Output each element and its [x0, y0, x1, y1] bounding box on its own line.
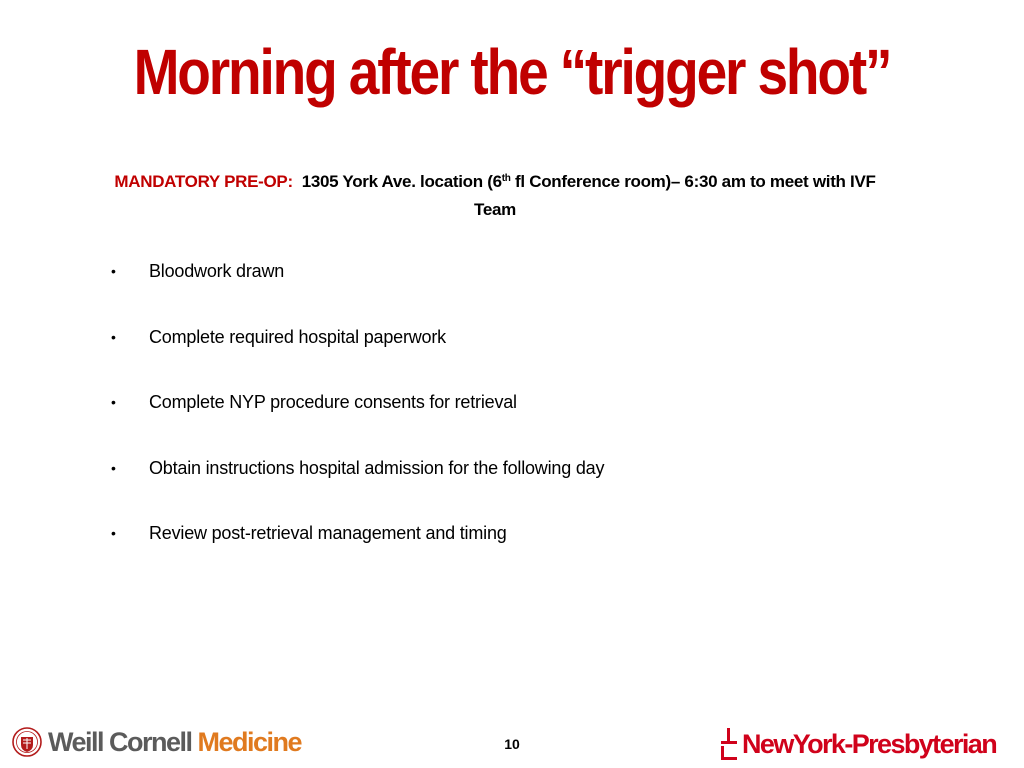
- preop-notice: [110, 168, 880, 224]
- page-number: 10: [504, 736, 520, 752]
- list-item: [108, 256, 604, 322]
- preop-text-part2: fl Conference room)– 6:30 am to meet with IVF Team: [474, 172, 876, 219]
- preop-label: MANDATORY PRE-OP:: [114, 172, 293, 191]
- wordmark-weill-cornell: Weill Cornell: [48, 726, 198, 757]
- list-item: [108, 322, 604, 388]
- bullet-icon: •: [111, 525, 116, 541]
- wordmark-medicine: Medicine: [197, 726, 302, 757]
- bullet-list: [108, 256, 604, 584]
- list-item: [108, 518, 604, 584]
- preop-superscript: th: [501, 173, 511, 184]
- cornell-seal-icon: [12, 727, 42, 757]
- nyp-wordmark: NewYork-Presbyterian: [742, 728, 997, 759]
- bullet-icon: •: [111, 394, 116, 410]
- list-item: [108, 453, 604, 519]
- list-item: [108, 387, 604, 453]
- list-item-text: Review post-retrieval management and timing: [149, 523, 507, 543]
- bullet-icon: •: [111, 328, 116, 345]
- weill-cornell-logo: [12, 722, 301, 762]
- list-item-text: Complete NYP procedure consents for retrieval: [149, 392, 517, 412]
- bullet-icon: •: [111, 263, 116, 279]
- list-item-text: Bloodwork drawn: [149, 261, 285, 281]
- weill-cornell-wordmark: [48, 727, 301, 758]
- slide-title: Morning after the “trigger shot”: [133, 36, 891, 108]
- nyp-logo: [720, 724, 996, 764]
- list-item-text: Complete required hospital paperwork: [149, 326, 446, 347]
- nyp-mark-icon: [720, 727, 738, 761]
- list-item-text: Obtain instructions hospital admission for the following day: [149, 457, 605, 478]
- bullet-icon: •: [111, 459, 116, 476]
- preop-text-part1: 1305 York Ave. location (6: [301, 172, 502, 191]
